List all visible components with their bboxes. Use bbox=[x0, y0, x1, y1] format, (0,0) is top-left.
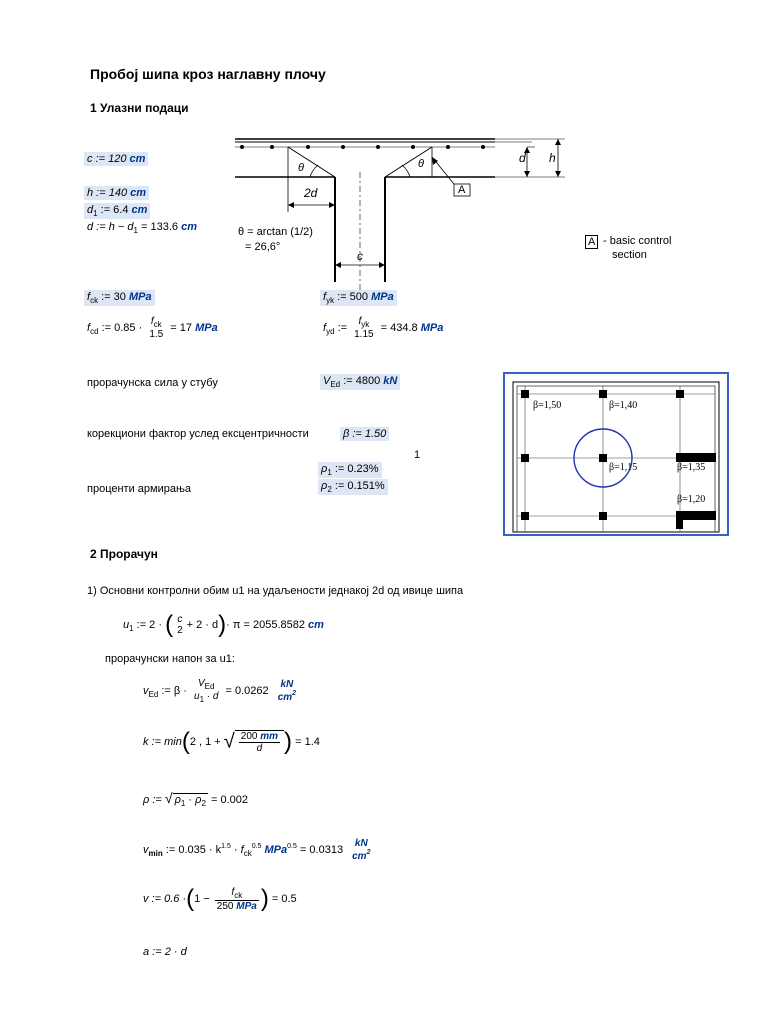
beta-140-label: β=1,40 bbox=[609, 400, 638, 411]
step1-text: 1) Основни контролни обим u1 на удаљености једнакој 2d од ивице шипа bbox=[87, 585, 464, 597]
section-a-marker: A bbox=[458, 184, 466, 196]
calc-rho: ρ := √ $\rho_1 \cdot \rho_2 = 0.002$ bbox=[143, 790, 248, 808]
calc-v: v := 0.6 ·(1 − $\frac{f_{ck}}{\text{250 MPa}}$ ) = 0.5 bbox=[143, 885, 297, 912]
footnote-one: 1 bbox=[414, 449, 421, 461]
input-ved: $V_{Ed}$ := 4800 kN bbox=[320, 374, 400, 390]
theta-right-label: θ bbox=[418, 158, 424, 170]
angle-label: = 26,6° bbox=[245, 241, 281, 253]
beta-115-label: β=1,15 bbox=[609, 462, 638, 473]
beta-120-label: β=1,20 bbox=[677, 494, 706, 505]
theta-left-label: θ bbox=[298, 162, 304, 174]
calc-fyd: $f_{yd}$ := $f_{yk}$ 1.15 = 434.8 MPa bbox=[323, 316, 444, 340]
input-h: h := 140 cm bbox=[84, 186, 149, 200]
beta-label: корекциони фактор услед ексцентричности bbox=[87, 428, 309, 440]
page-title: Пробој шипа кроз наглавну плочу bbox=[90, 66, 326, 82]
calc-a: a := 2 · d bbox=[143, 946, 187, 958]
beta-150-label: β=1,50 bbox=[533, 400, 562, 411]
calc-ved: $v_{Ed}$ := β · $V_{Ed}$ $u_1 \cdot d$ = 0.0262 kN $cm^2$ bbox=[143, 678, 297, 704]
legend-text-1: - basic control bbox=[603, 235, 672, 247]
arctan-label: θ = arctan (1/2) bbox=[238, 226, 313, 238]
legend-text-2: section bbox=[612, 249, 647, 261]
input-fyk: $f_{yk}$ := 500 MPa bbox=[320, 290, 397, 306]
beta-135-label: β=1,35 bbox=[677, 462, 706, 473]
input-rho2: $\rho_2$ := 0.151% bbox=[318, 479, 388, 495]
input-beta: β := 1.50 bbox=[340, 427, 389, 441]
section-heading-calc: 2 Прорачун bbox=[90, 547, 158, 561]
force-label: прорачунска сила у стубу bbox=[87, 377, 218, 389]
rho-label: проценти армирања bbox=[87, 483, 192, 495]
dim-d-label: d bbox=[519, 151, 526, 165]
dim-2d-label: 2d bbox=[304, 186, 318, 200]
input-d1: $d_1$ := 6.4 cm bbox=[84, 203, 150, 219]
dim-h-label: h bbox=[549, 151, 556, 165]
input-c: c := 120 cm bbox=[84, 152, 148, 166]
calc-u1: $u_1$ := 2 · ( c 2 + 2 · d)· π = 2055.8582 cm bbox=[123, 611, 324, 638]
dim-c-label: c bbox=[357, 249, 363, 263]
input-rho1: $\rho_1$ := 0.23% bbox=[318, 462, 382, 478]
stress-label: прорачунски напон за u1: bbox=[105, 653, 235, 665]
beta-factor-diagram bbox=[503, 372, 729, 536]
section-heading-input: 1 Улазни подаци bbox=[90, 101, 189, 115]
calc-k: k := min(2 , 1 + √ $\frac{200 mm}{d}$ ) = 1.4 bbox=[143, 728, 320, 755]
legend-a-box: A bbox=[585, 235, 598, 249]
calc-fcd: $f_{cd}$ := 0.85 · $f_{ck}$ 1.5 = 17 MPa bbox=[87, 316, 218, 340]
calc-d: d := $h - d_1 = 133.6$ cm bbox=[87, 221, 197, 235]
input-fck: $f_{ck}$ := 30 MPa bbox=[84, 290, 155, 306]
calc-vmin: $v_{min}$ := $0.035 \cdot k^{1.5} \cdot f_{ck}^{0.5}$ MPa$^{0.5}$ = 0.0313 kN $cm^2$ bbox=[143, 838, 371, 862]
